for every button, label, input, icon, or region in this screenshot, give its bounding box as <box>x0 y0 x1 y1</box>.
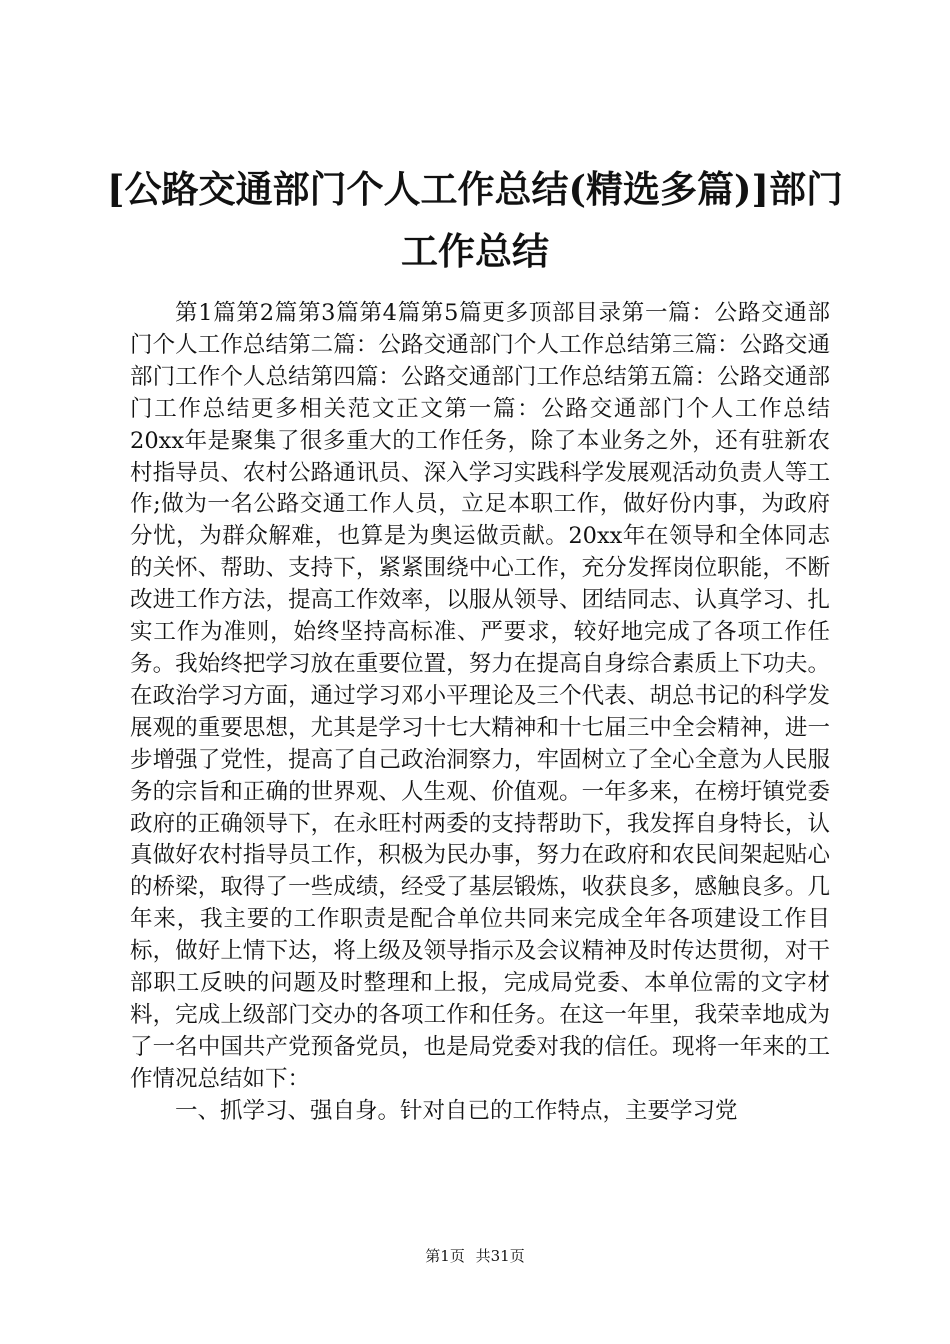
page-footer <box>0 1246 950 1266</box>
document-title <box>100 158 850 282</box>
document-body <box>130 298 830 1128</box>
body-paragraph: 第1篇第2篇第3篇第4篇第5篇更多顶部目录第一篇：公路交通部门个人工作总结第二篇：公路交通部门个人工作总结第三篇：公路交通部门工作个人总结第四篇：公路交通部门工作总结第五篇：公路交通部门工作总结更多相关范文正文第一篇：公路交通部门个人工作总结20xx年是聚集了很多重大的工作任务，除了本业务之外，还有驻新农村指导员、农村公路通讯员、深入学习实践科学发展观活动负责人等工作;做为一名公路交通工作人员，立足本职工作，做好份内事，为政府分忧，为群众解难，也算是为奥运做贡献。20xx年在领导和全体同志的关怀、帮助、支持下，紧紧围绕中心工作，充分发挥岗位职能，不断改进工作方法，提高工作效率，以服从领导、团结同志、认真学习、扎实工作为准则，始终坚持高标准、严要求，较好地完成了各项工作任务。我始终把学习放在重要位置，努力在提高自身综合素质上下功夫。在政治学习方面，通过学习邓小平理论及三个代表、胡总书记的科学发展观的重要思想，尤其是学习十七大精神和十七届三中全会精神，进一步增强了党性，提高了自己政治洞察力，牢固树立了全心全意为人民服务的宗旨和正确的世界观、人生观、价值观。一年多来，在榜圩镇党委政府的正确领导下，在永旺村两委的支持帮助下，我发挥自身特长，认真做好农村指导员工作，积极为民办事，努力在政府和农民间架起贴心的桥梁，取得了一些成绩，经受了基层锻炼，收获良多，感触良多。几年来，我主要的工作职责是配合单位共同来完成全年各项建设工作目标，做好上情下达，将上级及领导指示及会议精神及时传达贯彻，对干部职工反映的问题及时整理和上报，完成局党委、本单位需的文字材料，完成上级部门交办的各项工作和任务。在这一年里，我荣幸地成为了一名中国共产党预备党员，也是局党委对我的信任。现将一年来的工作情况总结如下： <box>130 300 830 1092</box>
page-total: 共31页 <box>475 1247 525 1265</box>
title-line-1: [公路交通部门个人工作总结(精选多篇)]部门 <box>106 167 844 211</box>
title-line-2: 工作总结 <box>401 229 549 273</box>
page-number: 第1页 <box>425 1247 465 1265</box>
body-paragraph: 一、抓学习、强自身。针对自已的工作特点，主要学习党 <box>175 1097 738 1124</box>
